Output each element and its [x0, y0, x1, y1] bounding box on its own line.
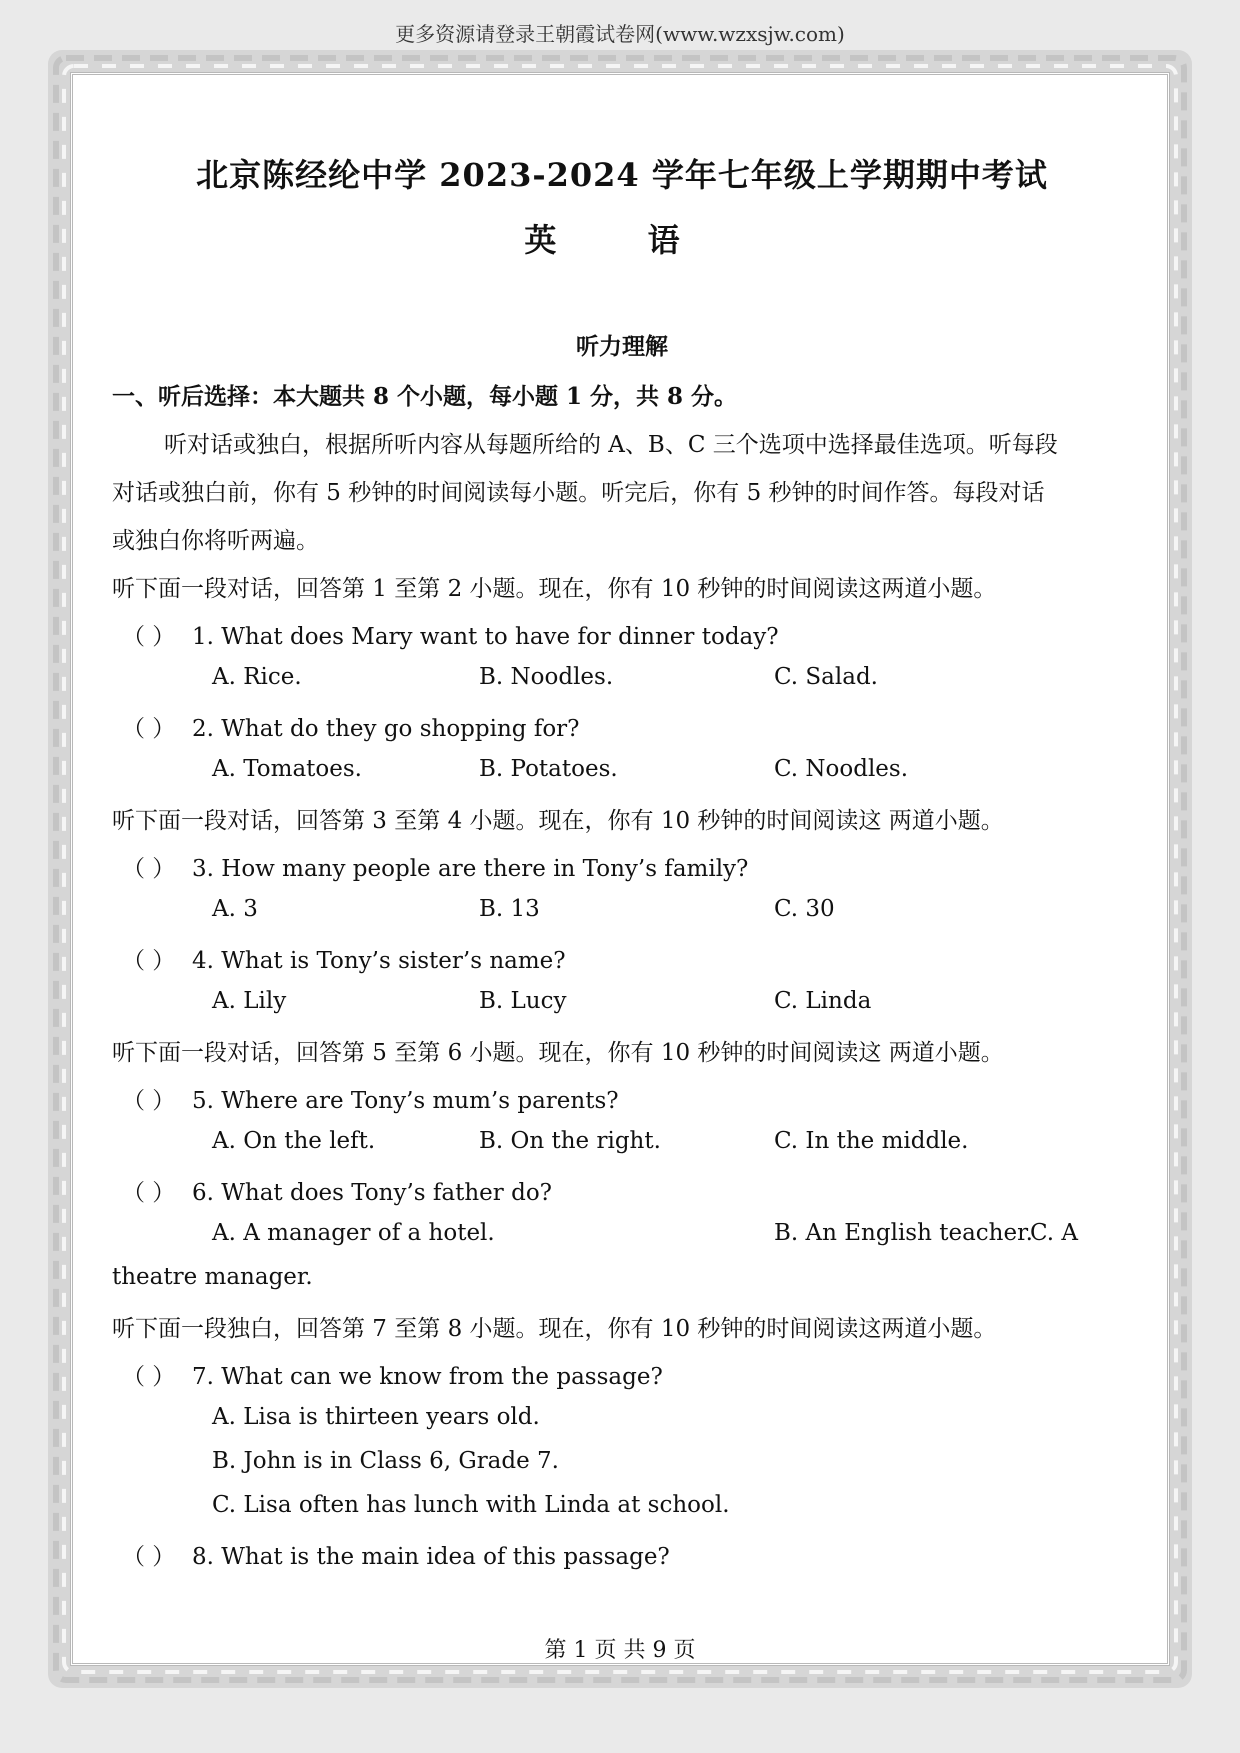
- question-1: [122, 618, 779, 651]
- option-c: C. 30: [774, 896, 835, 922]
- option-a: A. Tomatoes.: [212, 756, 362, 782]
- subject-title: 英 语: [524, 221, 720, 259]
- answer-blank[interactable]: （ ）: [122, 856, 176, 882]
- dialog-prompt: 听下面一段独白，回答第 7 至第 8 小题。现在，你有 10 秒钟的时间阅读这两道小题。: [112, 1316, 997, 1342]
- option-a: A. Lily: [212, 988, 287, 1014]
- option-b: B. An English teacher.: [774, 1220, 1033, 1246]
- answer-blank[interactable]: （ ）: [122, 624, 176, 650]
- page-footer: 第 1 页 共 9 页: [544, 1638, 696, 1663]
- option-a: A. Lisa is thirteen years old.: [212, 1404, 540, 1430]
- question-text: 7. What can we know from the passage?: [192, 1364, 663, 1390]
- option-b: B. Lucy: [479, 988, 567, 1014]
- option-a: A. 3: [212, 896, 258, 922]
- question-text: 8. What is the main idea of this passage?: [192, 1544, 670, 1570]
- dialog-prompt: 听下面一段对话，回答第 1 至第 2 小题。现在，你有 10 秒钟的时间阅读这两道小题。: [112, 576, 997, 602]
- dialog-prompt: 听下面一段对话，回答第 5 至第 6 小题。现在，你有 10 秒钟的时间阅读这 两道小题。: [112, 1040, 1004, 1066]
- instruction-line: 对话或独白前，你有 5 秒钟的时间阅读每小题。听完后，你有 5 秒钟的时间作答。每段对话: [112, 480, 1045, 506]
- question-4: [122, 942, 566, 975]
- question-7: [122, 1358, 663, 1391]
- question-text: 6. What does Tony’s father do?: [192, 1180, 553, 1206]
- answer-blank[interactable]: （ ）: [122, 1180, 176, 1206]
- option-c: C. Lisa often has lunch with Linda at school.: [212, 1492, 730, 1518]
- option-c: C. A: [1030, 1220, 1079, 1246]
- answer-blank[interactable]: （ ）: [122, 716, 176, 742]
- question-8: [122, 1538, 670, 1571]
- option-b: B. On the right.: [479, 1128, 661, 1154]
- part1-heading: 一、听后选择：本大题共 8 个小题，每小题 1 分，共 8 分。: [112, 383, 738, 410]
- answer-blank[interactable]: （ ）: [122, 948, 176, 974]
- source-note: 更多资源请登录王朝霞试卷网(www.wzxsjw.com): [395, 22, 845, 46]
- question-6: [122, 1174, 552, 1207]
- question-text: 1. What does Mary want to have for dinner today?: [192, 624, 779, 650]
- exam-title: 北京陈经纶中学 2023-2024 学年七年级上学期期中考试: [196, 156, 1048, 194]
- option-b: B. Noodles.: [479, 664, 614, 690]
- instruction-line: 或独白你将听两遍。: [112, 528, 319, 554]
- option-a: A. On the left.: [212, 1128, 376, 1154]
- question-3: [122, 850, 748, 883]
- option-a: A. Rice.: [212, 664, 302, 690]
- option-c: C. Salad.: [774, 664, 878, 690]
- answer-blank[interactable]: （ ）: [122, 1544, 176, 1570]
- question-5: [122, 1082, 619, 1115]
- question-2: [122, 710, 580, 743]
- option-a: A. A manager of a hotel.: [212, 1220, 495, 1246]
- option-c: C. Noodles.: [774, 756, 909, 782]
- option-b: B. John is in Class 6, Grade 7.: [212, 1448, 559, 1474]
- answer-blank[interactable]: （ ）: [122, 1088, 176, 1114]
- question-text: 2. What do they go shopping for?: [192, 716, 580, 742]
- dialog-prompt: 听下面一段对话，回答第 3 至第 4 小题。现在，你有 10 秒钟的时间阅读这 两道小题。: [112, 808, 1004, 834]
- instruction-line: 听对话或独白，根据所听内容从每题所给的 A、B、C 三个选项中选择最佳选项。听每段: [164, 432, 1058, 458]
- section-title: 听力理解: [576, 333, 668, 360]
- option-c-continued: theatre manager.: [112, 1264, 313, 1290]
- answer-blank[interactable]: （ ）: [122, 1364, 176, 1390]
- question-text: 4. What is Tony’s sister’s name?: [192, 948, 566, 974]
- question-text: 3. How many people are there in Tony’s family?: [192, 856, 749, 882]
- question-text: 5. Where are Tony’s mum’s parents?: [192, 1088, 619, 1114]
- option-b: B. Potatoes.: [479, 756, 618, 782]
- option-b: B. 13: [479, 896, 540, 922]
- option-c: C. In the middle.: [774, 1128, 969, 1154]
- option-c: C. Linda: [774, 988, 872, 1014]
